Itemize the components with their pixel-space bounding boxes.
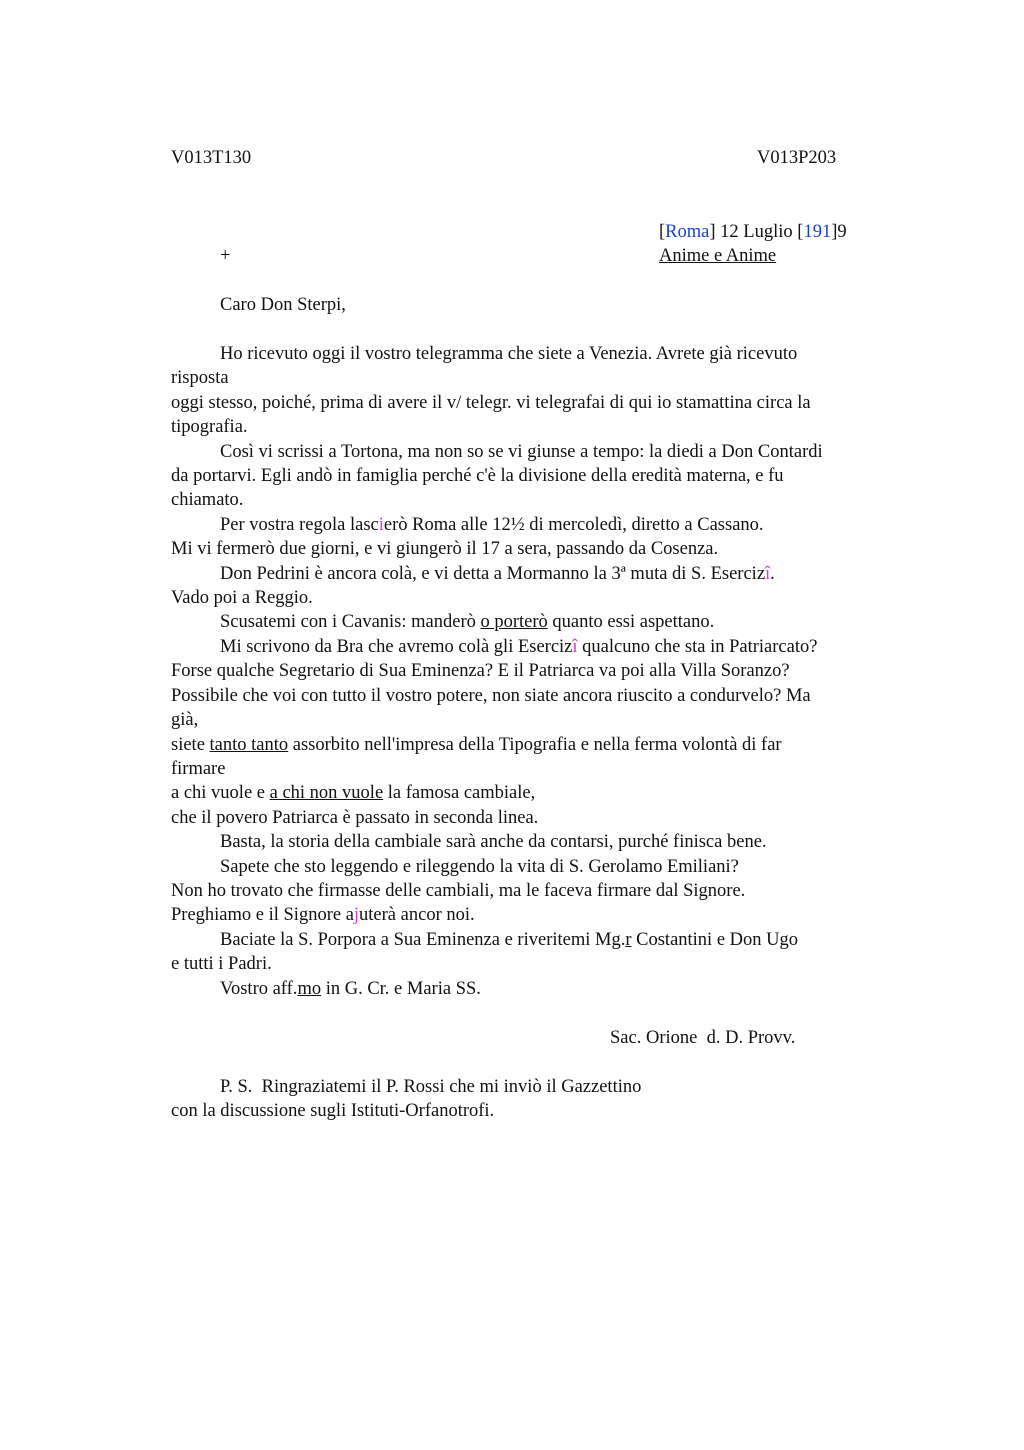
motto (659, 244, 776, 268)
text-run: Costantini e Don Ugo (631, 929, 799, 950)
body-line: risposta (171, 368, 229, 389)
body-line (171, 635, 911, 659)
bracket: [ (659, 222, 666, 242)
salutation: Caro Don Sterpi, (220, 295, 346, 315)
text-run: Vostro aff. (220, 978, 298, 999)
letter-body (171, 342, 911, 1001)
text-run: Mi scrivono da Bra che avremo colà gli Eserciz (220, 636, 573, 657)
body-line (171, 513, 911, 537)
editorial-insert: î (765, 563, 771, 584)
text-run: qualcuno che sta in Patriarcato? (577, 636, 818, 657)
body-line: firmare (171, 758, 226, 779)
bracket: [ (797, 222, 804, 242)
body-line (171, 928, 911, 952)
text-run: Don Pedrini è ancora colà, e vi detta a Mormanno la 3ª muta di S. Eserciz (220, 563, 766, 584)
postscript-line: con la discussione sugli Istituti-Orfanotrofi. (171, 1101, 495, 1122)
body-line (171, 562, 911, 586)
text-run: Scusatemi con i Cavanis: manderò (220, 612, 481, 633)
archive-code-left: V013T130 (171, 148, 252, 168)
postscript (171, 1075, 641, 1124)
dateline-year-end: 9 (837, 222, 847, 242)
dateline-year-part: 191 (803, 222, 832, 242)
body-line: da portarvi. Egli andò in famiglia perché c'è la divisione della eredità materna, e fu (171, 466, 784, 487)
text-run: a chi vuole e (171, 783, 270, 804)
body-line: chiamato. (171, 490, 244, 511)
body-line: e tutti i Padri. (171, 954, 272, 975)
body-line: Vado poi a Reggio. (171, 588, 313, 609)
body-line: Ho ricevuto oggi il vostro telegramma che siete a Venezia. Avrete già ricevuto (220, 344, 798, 364)
underlined-text: o porterò (480, 612, 548, 633)
underlined-text: mo (297, 978, 322, 999)
body-line (171, 733, 911, 757)
text-run: Per vostra regola lasc (220, 514, 379, 535)
body-line: oggi stesso, poiché, prima di avere il v/ telegr. vi telegrafai di qui io stamattina circa la (171, 392, 811, 413)
body-line: Così vi scrissi a Tortona, ma non so se vi giunse a tempo: la diedi a Don Contardi (220, 441, 823, 462)
text-run: . (770, 563, 775, 584)
underlined-text: r (625, 929, 632, 950)
body-line: Non ho trovato che firmasse delle cambiali, ma le faceva firmare dal Signore. (171, 880, 746, 901)
closing-line (171, 977, 911, 1001)
body-line: che il povero Patriarca è passato in seconda linea. (171, 807, 539, 828)
body-line: già, (171, 710, 199, 731)
text-run: Baciate la S. Porpora a Sua Eminenza e riveritemi Mg. (220, 929, 626, 950)
signature: Sac. Orione d. D. Provv. (610, 1028, 796, 1048)
body-line: Mi vi fermerò due giorni, e vi giungerò il 17 a sera, passando da Cosenza. (171, 539, 719, 560)
body-line: Basta, la storia della cambiale sarà anche da contarsi, purché finisca bene. (220, 832, 767, 853)
text-run: assorbito nell'impresa della Tipografia e nella ferma volontà di far (288, 734, 782, 755)
editorial-insert: j (353, 905, 360, 926)
text-run: uterà ancor noi. (359, 905, 475, 926)
body-line (171, 781, 911, 805)
body-line: Sapete che sto leggendo e rileggendo la vita di S. Gerolamo Emiliani? (220, 856, 739, 877)
underlined-text: tanto tanto (209, 734, 289, 755)
text-run: Preghiamo e il Signore a (171, 905, 354, 926)
body-line: tipografia. (171, 417, 248, 438)
bracket: ] (831, 222, 838, 242)
editorial-insert: i (378, 514, 384, 535)
text-run: quanto essi aspettano. (547, 612, 715, 633)
bracket: ] (709, 222, 716, 242)
text-run: la famosa cambiale, (383, 783, 536, 804)
dateline-date: 12 Luglio (715, 222, 798, 242)
dateline-place: Roma (665, 222, 710, 242)
body-line: Forse qualche Segretario di Sua Eminenza? E il Patriarca va poi alla Villa Soranzo? (171, 661, 790, 682)
dateline (659, 220, 847, 244)
body-line: Possibile che voi con tutto il vostro potere, non siate ancora riuscito a condurvelo? Ma (171, 685, 811, 706)
text-run: in G. Cr. e Maria SS. (321, 978, 481, 999)
archive-code-right: V013P203 (757, 148, 837, 168)
motto-text: Anime e Anime (659, 246, 777, 266)
text-run: erò Roma alle 12½ di mercoledì, diretto a Cassano. (383, 514, 764, 535)
text-run: siete (171, 734, 210, 755)
cross-mark: + (220, 246, 231, 266)
underlined-text: a chi non vuole (269, 783, 384, 804)
editorial-insert: î (572, 636, 578, 657)
body-line (171, 610, 911, 634)
postscript-line: P. S. Ringraziatemi il P. Rossi che mi inviò il Gazzettino (220, 1077, 642, 1097)
body-line (171, 903, 911, 927)
